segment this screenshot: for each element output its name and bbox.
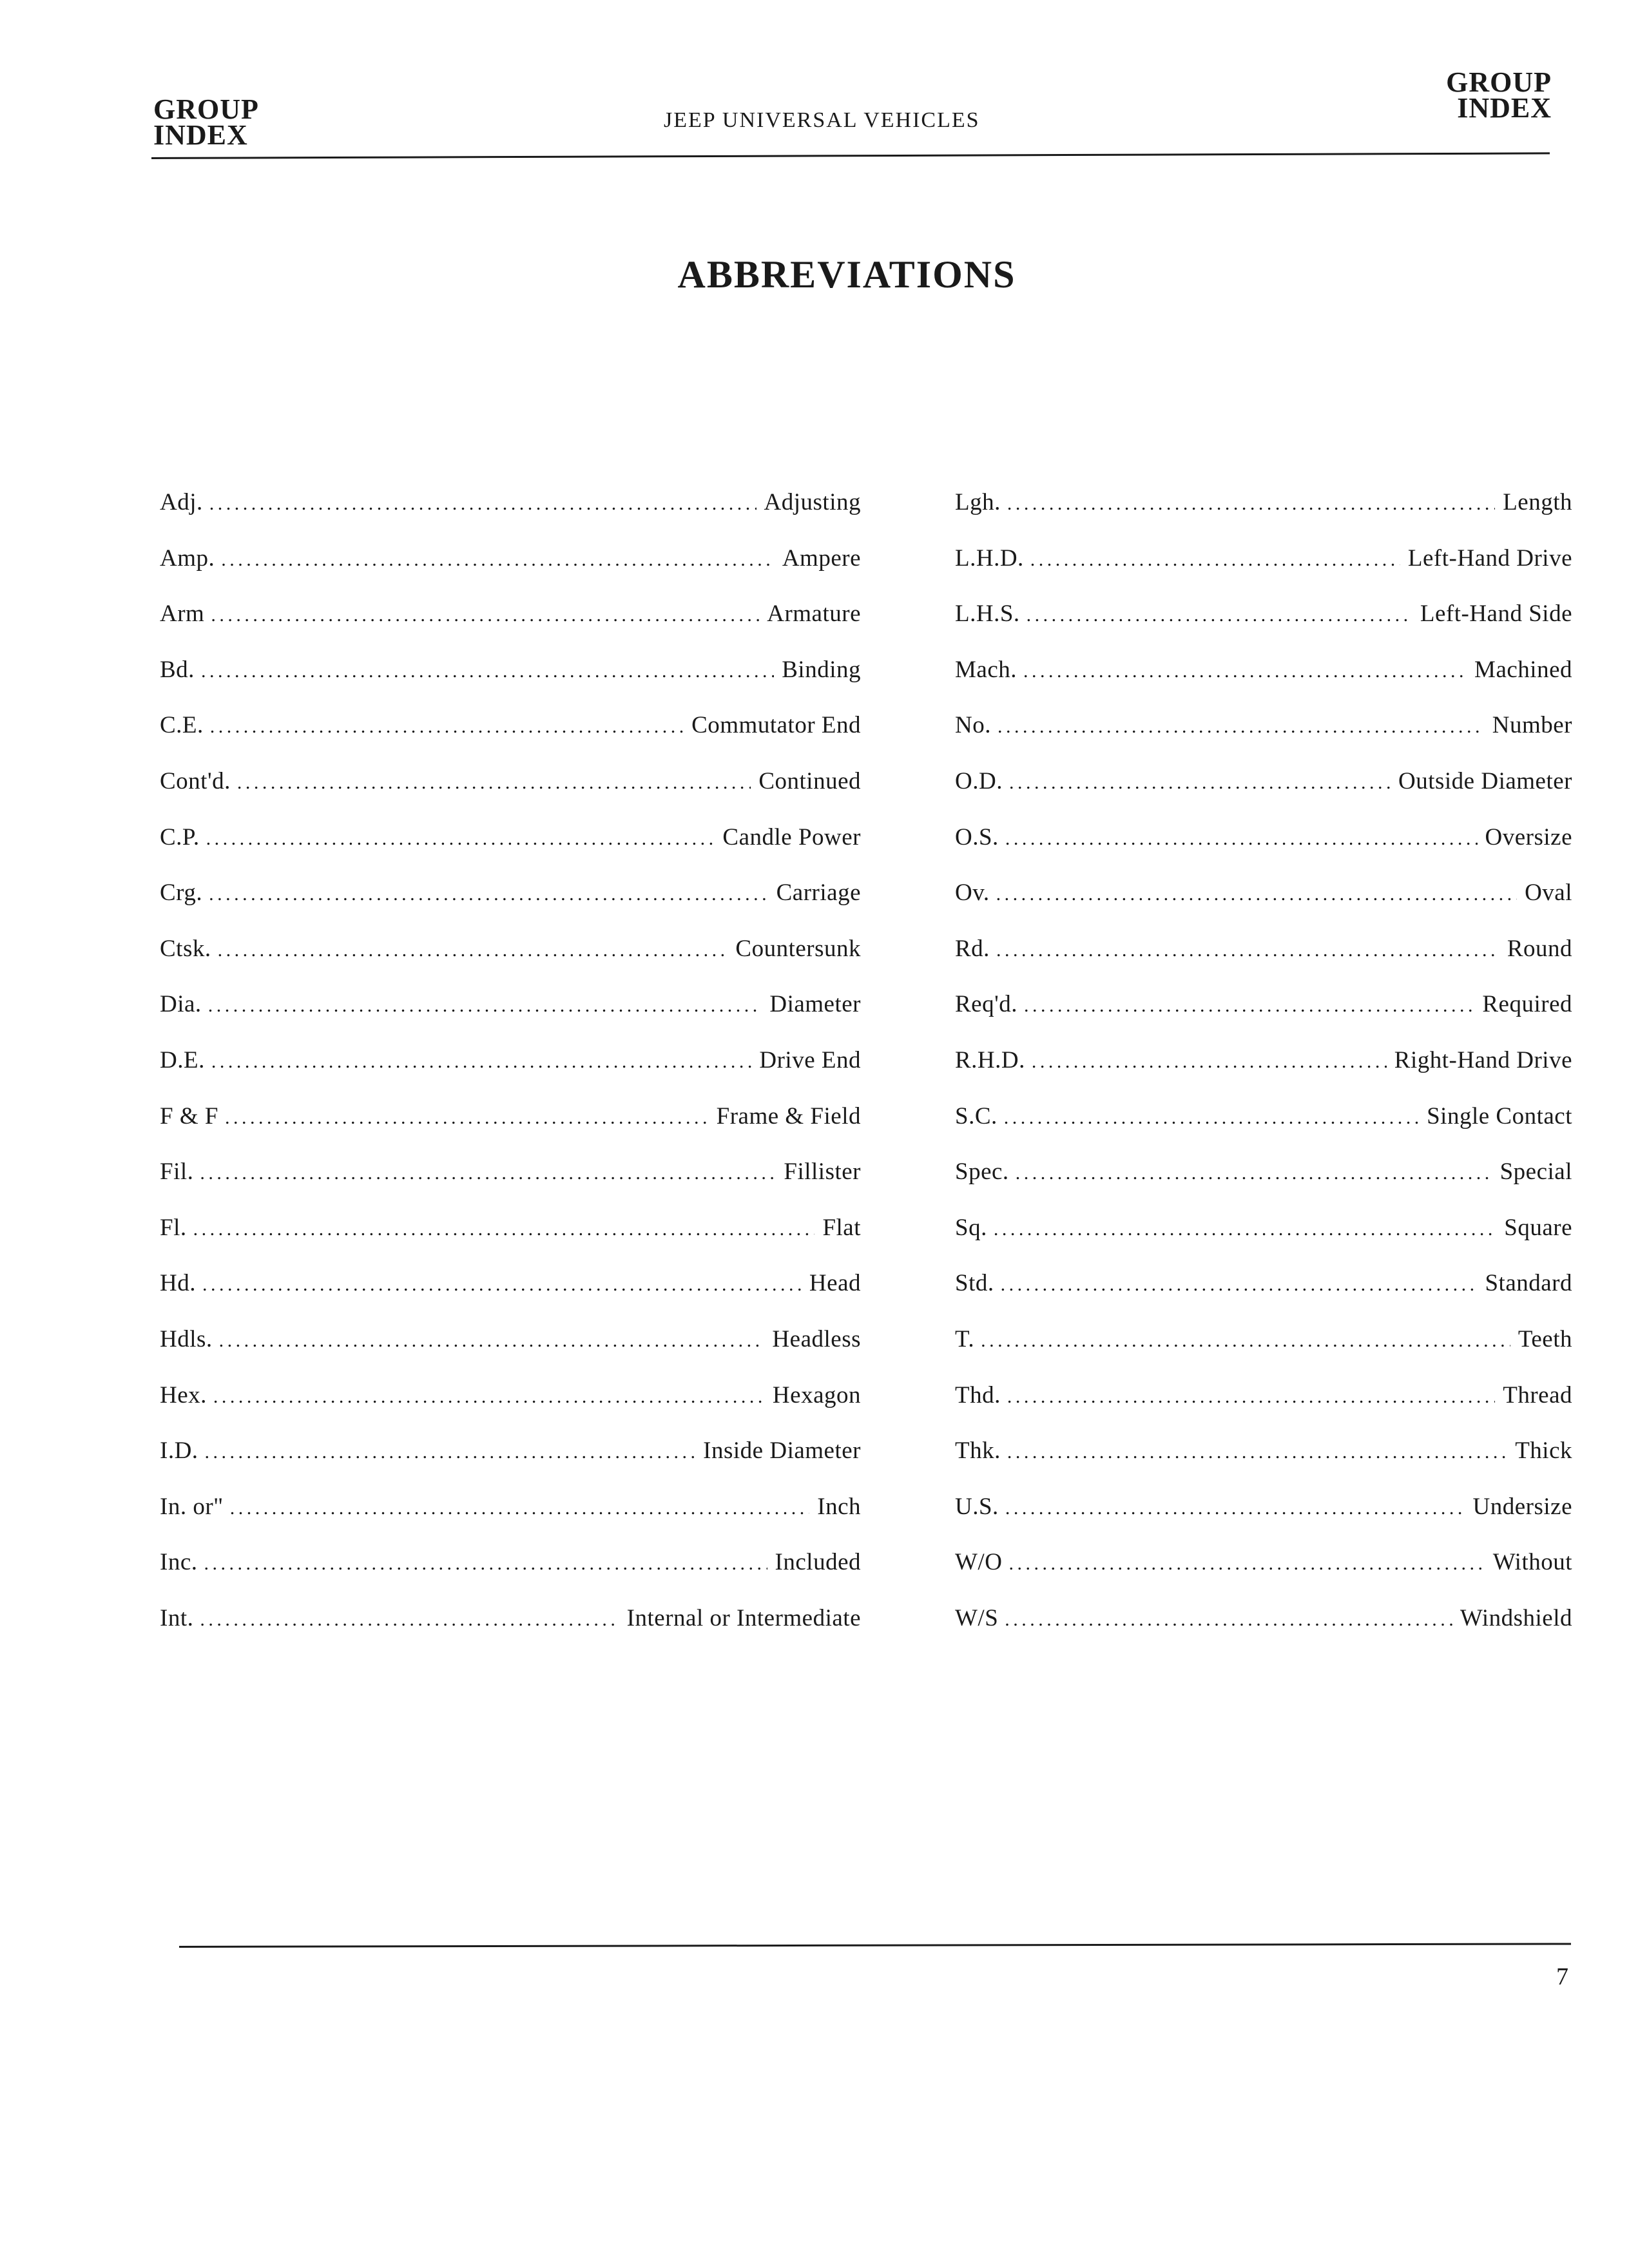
abbreviation-meaning: Ampere	[782, 544, 861, 572]
abbreviation-entry	[160, 1102, 861, 1158]
abbreviation-meaning: Countersunk	[735, 935, 861, 962]
dot-leader	[201, 660, 774, 682]
dot-leader	[1016, 1162, 1492, 1184]
dot-leader	[209, 883, 769, 905]
abbreviation-term: F & F	[160, 1102, 218, 1129]
abbreviation-entry	[955, 935, 1572, 991]
abbreviation-entry	[955, 767, 1572, 823]
abbreviation-meaning: Inside Diameter	[703, 1437, 861, 1465]
dot-leader	[1007, 1441, 1507, 1463]
abbreviation-meaning: Machined	[1474, 656, 1572, 683]
abbreviation-entry	[160, 767, 861, 823]
abbreviation-entry	[955, 711, 1572, 767]
abbreviation-term: T.	[955, 1325, 975, 1352]
abbreviation-entry	[955, 1493, 1572, 1549]
abbreviation-meaning: Binding	[782, 656, 861, 683]
dot-leader	[213, 1386, 765, 1408]
dot-leader	[210, 716, 684, 738]
dot-leader	[237, 772, 751, 794]
abbreviation-entry	[955, 656, 1572, 712]
dot-leader	[1001, 1274, 1478, 1296]
abbreviation-term: Mach.	[955, 656, 1017, 683]
dot-leader	[200, 1162, 776, 1184]
abbreviation-meaning: Diameter	[769, 991, 861, 1018]
dot-leader	[1007, 1386, 1495, 1408]
abbreviation-entry	[160, 656, 861, 712]
abbreviation-meaning: Required	[1482, 991, 1572, 1018]
abbreviation-term: Rd.	[955, 935, 990, 962]
abbreviation-entry	[955, 990, 1572, 1046]
abbreviation-term: Hd.	[160, 1270, 196, 1297]
group-index-right	[1446, 66, 1552, 124]
abbreviation-meaning: Oval	[1525, 879, 1572, 907]
abbreviation-term: Arm	[160, 601, 205, 628]
abbreviation-entry	[955, 1158, 1572, 1214]
abbreviation-term: Bd.	[160, 656, 195, 683]
dot-leader	[211, 604, 759, 626]
abbreviation-entry	[955, 823, 1572, 879]
abbreviation-term: Ctsk.	[160, 935, 211, 962]
abbreviation-term: Spec.	[955, 1158, 1009, 1186]
abbreviation-term: Std.	[955, 1270, 994, 1297]
abbreviation-meaning: Drive End	[759, 1046, 861, 1073]
abbreviation-entry	[160, 1604, 861, 1660]
abbreviation-entry	[955, 1437, 1572, 1493]
abbreviation-term: Thd.	[955, 1381, 1001, 1408]
page-number: 7	[1556, 1963, 1568, 1990]
abbreviation-term: O.S.	[955, 823, 999, 850]
group-index-left	[153, 93, 259, 151]
abbreviation-meaning: Frame & Field	[716, 1102, 861, 1129]
abbreviation-meaning: Continued	[758, 767, 861, 794]
abbreviation-meaning: Length	[1503, 489, 1572, 515]
abbreviation-meaning: Armature	[767, 601, 861, 628]
abbreviation-term: Hdls.	[160, 1325, 213, 1352]
abbreviation-term: Fil.	[160, 1158, 194, 1186]
dot-leader	[1005, 1609, 1452, 1631]
abbreviation-entry	[955, 1214, 1572, 1270]
abbreviation-term: O.D.	[955, 767, 1003, 794]
abbreviation-term: No.	[955, 712, 991, 739]
abbreviation-term: Ov.	[955, 879, 990, 907]
abbreviation-entry	[160, 1269, 861, 1325]
abbreviation-meaning: Adjusting	[764, 489, 861, 515]
abbreviation-entry	[955, 879, 1572, 935]
dot-leader	[225, 1107, 709, 1129]
abbreviation-meaning: Oversize	[1485, 823, 1572, 850]
dot-leader	[1004, 1107, 1419, 1129]
page-title: ABBREVIATIONS	[677, 253, 1016, 296]
running-title: JEEP UNIVERSAL VEHICLES	[664, 108, 980, 132]
abbreviation-meaning: Thick	[1515, 1437, 1572, 1465]
abbreviation-term: S.C.	[955, 1102, 998, 1129]
abbreviation-meaning: Carriage	[776, 879, 861, 907]
dot-leader	[1005, 828, 1478, 850]
dot-leader	[1024, 995, 1474, 1017]
abbreviation-meaning: Hexagon	[772, 1381, 861, 1408]
abbreviation-entry	[160, 1493, 861, 1549]
dot-leader	[209, 493, 757, 515]
dot-leader	[218, 939, 728, 961]
group-index-right-line-2: INDEX	[1457, 92, 1552, 124]
dot-leader	[221, 549, 775, 571]
abbreviation-entry	[955, 600, 1572, 656]
abbreviation-meaning: Undersize	[1472, 1493, 1572, 1520]
abbreviation-term: U.S.	[955, 1493, 999, 1520]
abbreviation-term: Dia.	[160, 991, 202, 1018]
dot-leader	[208, 995, 762, 1017]
abbreviation-meaning: Headless	[772, 1325, 861, 1352]
abbreviation-term: Inc.	[160, 1549, 198, 1576]
dot-leader	[204, 1553, 767, 1575]
dot-leader	[205, 1441, 696, 1463]
dot-leader	[998, 716, 1485, 738]
abbreviation-entry	[160, 1381, 861, 1437]
abbreviation-meaning: Number	[1492, 712, 1572, 739]
abbreviation-meaning: Square	[1504, 1214, 1572, 1241]
abbreviation-entry	[955, 1604, 1572, 1660]
dot-leader	[1009, 772, 1391, 794]
abbreviation-meaning: Standard	[1485, 1270, 1572, 1297]
abbreviation-meaning: Special	[1499, 1158, 1572, 1186]
abbreviation-term: Cont'd.	[160, 767, 231, 794]
dot-leader	[1008, 1553, 1485, 1575]
abbreviation-meaning: Round	[1507, 935, 1572, 962]
abbreviation-entry	[160, 1214, 861, 1270]
abbreviation-term: C.E.	[160, 712, 204, 739]
abbreviation-meaning: Head	[809, 1270, 861, 1297]
abbreviation-term: Int.	[160, 1604, 194, 1631]
dot-leader	[996, 939, 1499, 961]
dot-leader	[219, 1330, 765, 1352]
abbreviation-entry	[955, 488, 1572, 544]
abbreviation-meaning: Left-Hand Side	[1420, 601, 1572, 628]
dot-leader	[1023, 660, 1467, 682]
abbreviation-term: W/O	[955, 1549, 1003, 1576]
abbreviation-entry	[160, 1437, 861, 1493]
abbreviation-meaning: Candle Power	[722, 823, 861, 850]
abbreviation-term: L.H.D.	[955, 544, 1024, 572]
abbreviation-entry	[955, 1325, 1572, 1381]
dot-leader	[981, 1330, 1510, 1352]
dot-leader	[202, 1274, 802, 1296]
abbreviation-entry	[160, 711, 861, 767]
abbreviation-entry	[160, 600, 861, 656]
abbreviation-term: Crg.	[160, 879, 203, 907]
group-index-right-line-1: GROUP	[1446, 66, 1552, 98]
abbreviation-meaning: Internal or Intermediate	[626, 1604, 861, 1631]
header-rule	[151, 152, 1550, 159]
abbreviation-entry	[160, 935, 861, 991]
abbreviation-entry	[160, 879, 861, 935]
abbreviation-meaning: Thread	[1503, 1381, 1572, 1408]
dot-leader	[200, 1609, 619, 1631]
abbreviation-entry	[160, 1158, 861, 1214]
abbreviation-entry	[955, 1046, 1572, 1102]
abbreviation-entry	[955, 544, 1572, 601]
abbreviation-term: R.H.D.	[955, 1046, 1025, 1073]
abbreviation-term: Amp.	[160, 544, 215, 572]
dot-leader	[206, 828, 715, 850]
dot-leader	[230, 1497, 810, 1519]
group-index-left-line-2: INDEX	[153, 119, 248, 151]
abbreviation-entry	[160, 1046, 861, 1102]
abbreviation-meaning: Inch	[817, 1493, 861, 1520]
dot-leader	[1005, 1497, 1465, 1519]
dot-leader	[994, 1218, 1496, 1240]
abbreviation-term: D.E.	[160, 1046, 205, 1073]
abbreviation-entry	[955, 1381, 1572, 1437]
abbreviation-term: L.H.S.	[955, 601, 1020, 628]
abbreviation-meaning: Outside Diameter	[1398, 767, 1572, 794]
abbreviation-meaning: Commutator End	[691, 712, 861, 739]
abbreviation-list-right	[955, 488, 1572, 1660]
abbreviation-entry	[955, 1269, 1572, 1325]
abbreviation-term: Lgh.	[955, 489, 1001, 515]
abbreviation-term: W/S	[955, 1604, 999, 1631]
abbreviation-entry	[955, 1548, 1572, 1604]
abbreviation-term: In. or"	[160, 1493, 224, 1520]
dot-leader	[1030, 549, 1400, 571]
dot-leader	[211, 1051, 752, 1073]
abbreviation-entry	[160, 544, 861, 601]
abbreviation-meaning: Fillister	[784, 1158, 861, 1186]
abbreviation-entry	[160, 990, 861, 1046]
dot-leader	[996, 883, 1517, 905]
dot-leader	[1027, 604, 1412, 626]
abbreviation-entry	[160, 1548, 861, 1604]
abbreviation-list-left	[160, 488, 861, 1660]
abbreviation-term: Req'd.	[955, 991, 1018, 1018]
abbreviation-entry	[160, 488, 861, 544]
dot-leader	[193, 1218, 815, 1240]
abbreviation-meaning: Windshield	[1460, 1604, 1572, 1631]
abbreviation-meaning: Without	[1492, 1549, 1572, 1576]
abbreviation-entry	[160, 1325, 861, 1381]
abbreviation-term: C.P.	[160, 823, 200, 850]
dot-leader	[1032, 1051, 1387, 1073]
abbreviation-meaning: Teeth	[1518, 1325, 1572, 1352]
abbreviation-meaning: Flat	[822, 1214, 861, 1241]
abbreviation-term: Fl.	[160, 1214, 187, 1241]
group-index-left-line-1: GROUP	[153, 93, 259, 125]
abbreviation-meaning: Included	[775, 1549, 861, 1576]
abbreviation-entry	[955, 1102, 1572, 1158]
abbreviation-term: Adj.	[160, 489, 203, 515]
abbreviation-term: Hex.	[160, 1381, 207, 1408]
dot-leader	[1007, 493, 1495, 515]
abbreviation-entry	[160, 823, 861, 879]
footer-rule	[179, 1943, 1571, 1948]
abbreviation-meaning: Left-Hand Drive	[1407, 544, 1572, 572]
abbreviation-term: I.D.	[160, 1437, 198, 1465]
abbreviation-term: Sq.	[955, 1214, 987, 1241]
abbreviation-meaning: Right-Hand Drive	[1394, 1046, 1572, 1073]
abbreviation-meaning: Single Contact	[1427, 1102, 1572, 1129]
abbreviation-term: Thk.	[955, 1437, 1001, 1465]
